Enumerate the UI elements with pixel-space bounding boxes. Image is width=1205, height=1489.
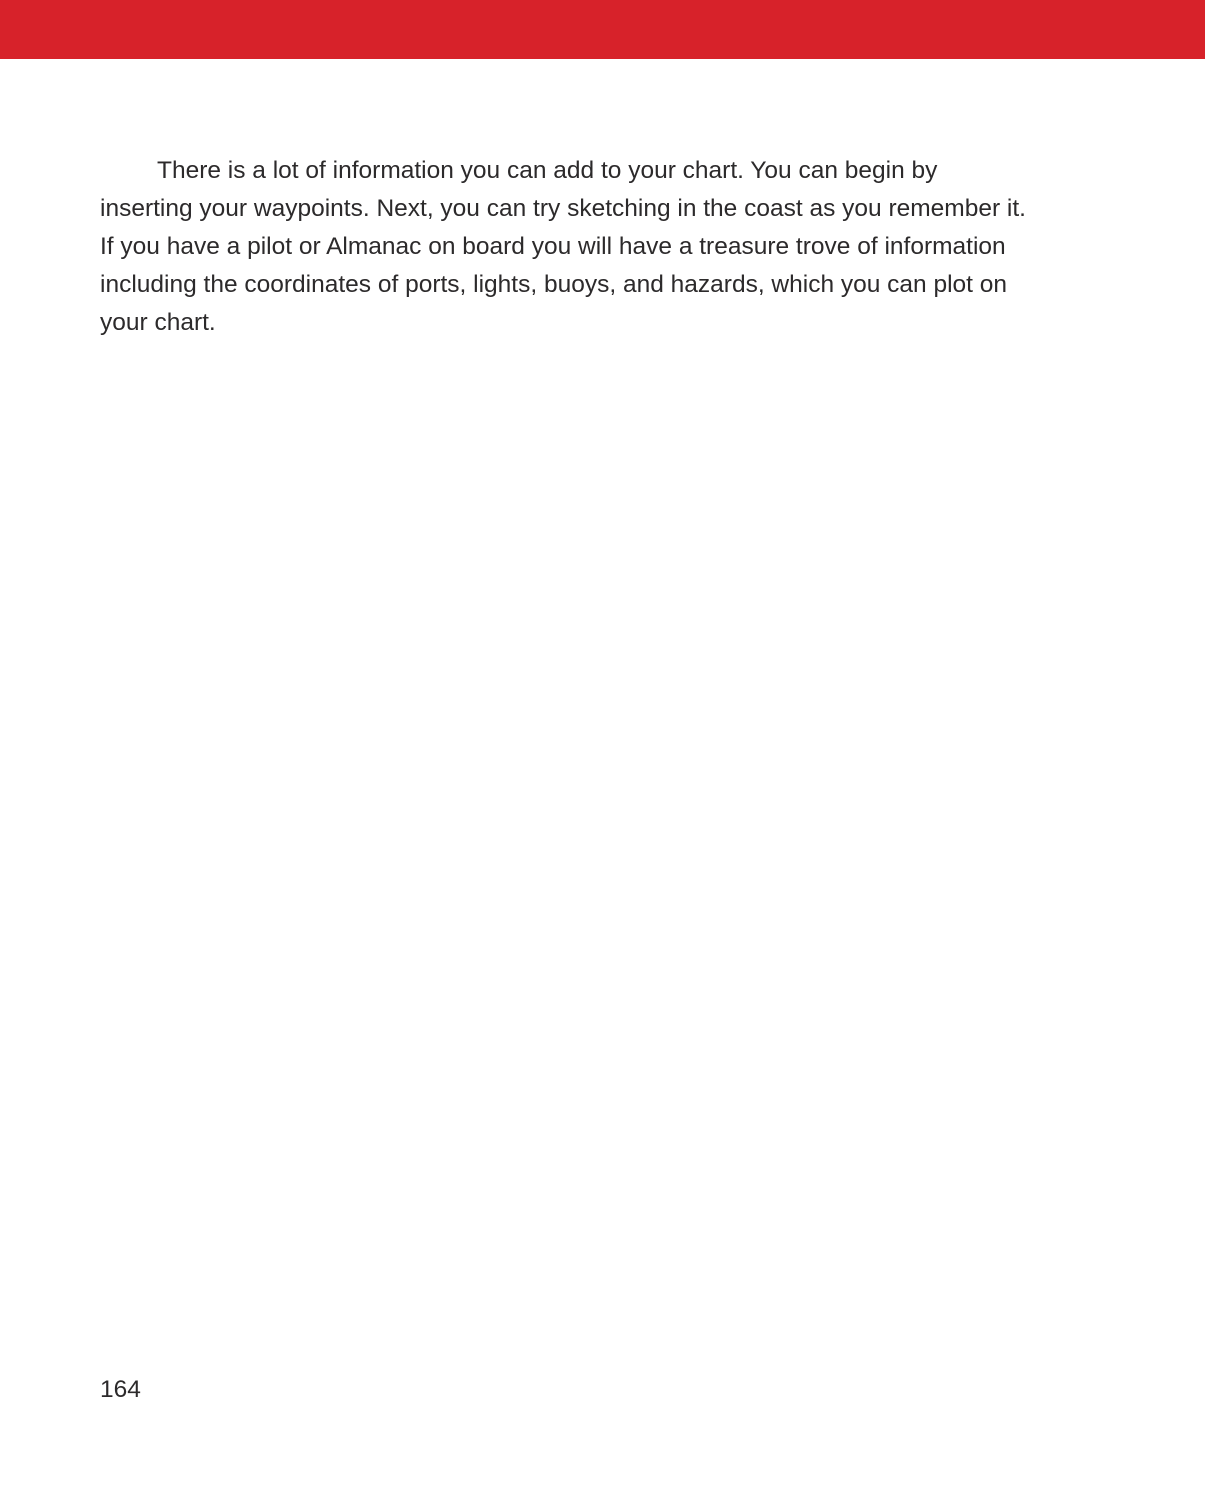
top-banner [0, 0, 1205, 59]
paragraph-line: If you have a pilot or Almanac on board you will have a treasure trove of information [100, 233, 1006, 260]
paragraph [100, 152, 1045, 342]
paragraph-line: There is a lot of information you can add to your chart. You can begin by [157, 157, 938, 184]
paragraph-line: inserting your waypoints. Next, you can try sketching in the coast as you remember it. [100, 195, 1026, 222]
page-number: 164 [100, 1376, 141, 1403]
paragraph-line: including the coordinates of ports, lights, buoys, and hazards, which you can plot on [100, 271, 1008, 298]
paragraph-line: your chart. [100, 309, 216, 336]
